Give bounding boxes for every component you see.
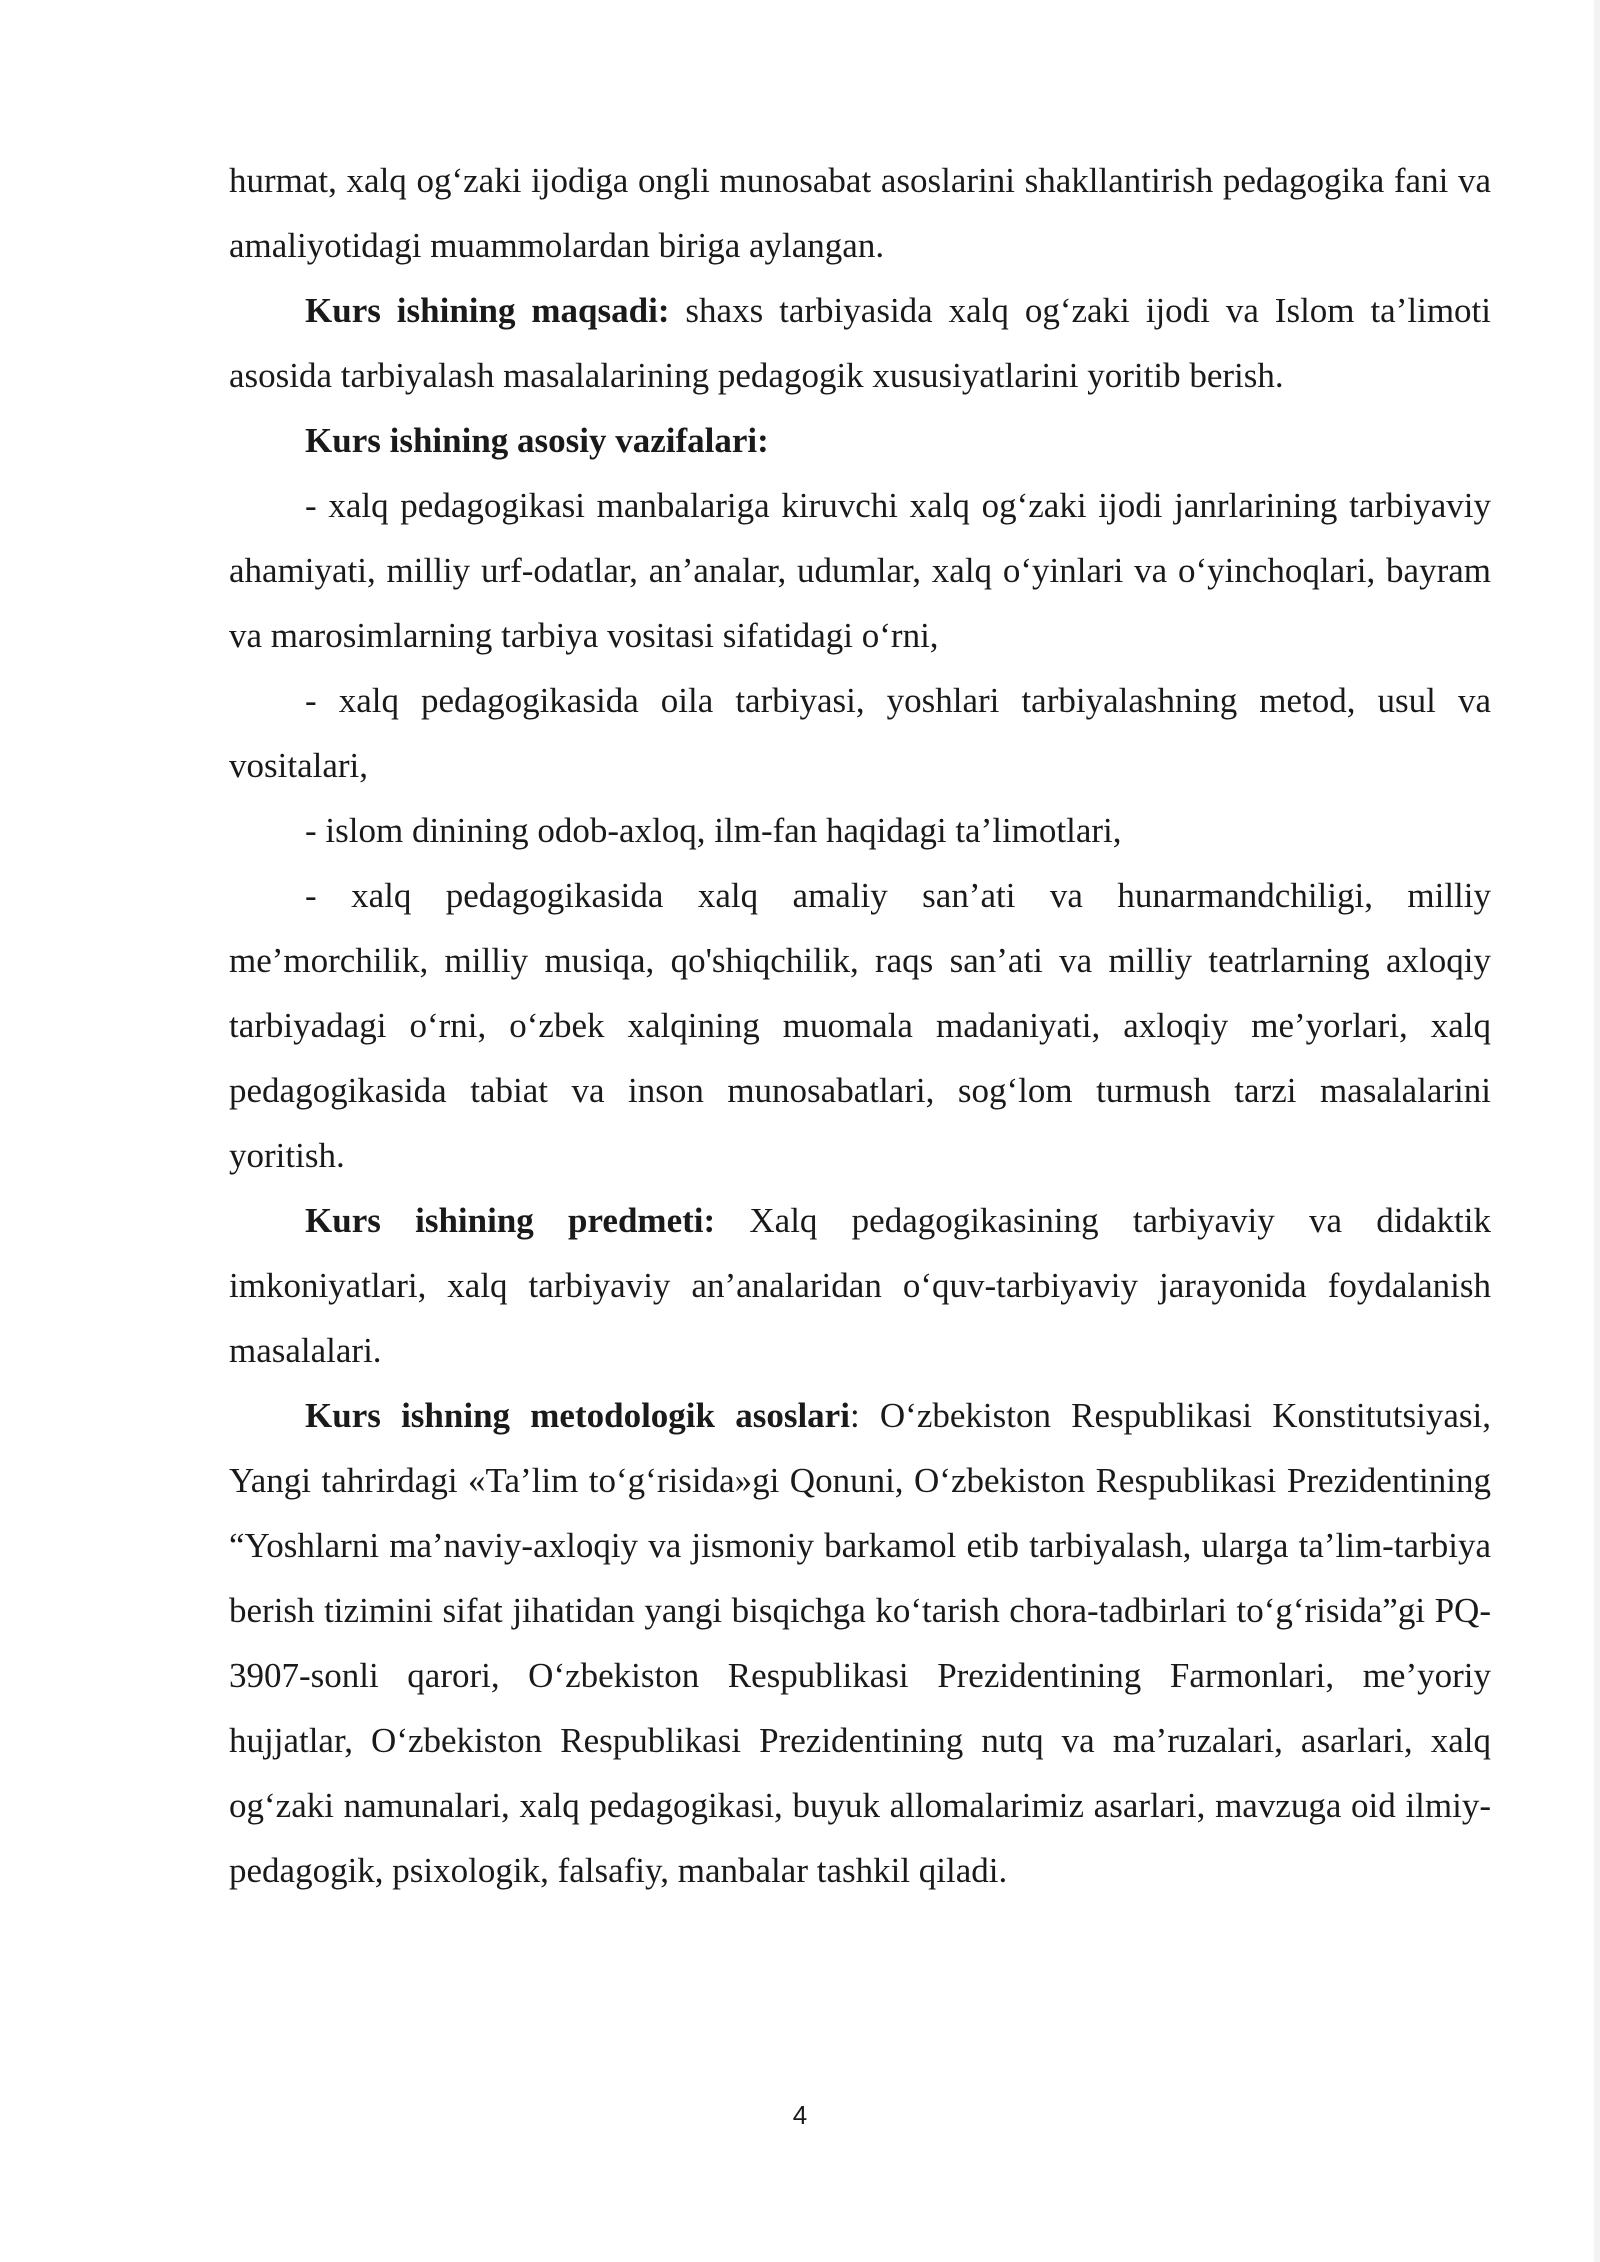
page-number: 4 [792, 2100, 808, 2130]
paragraph-goal [229, 278, 1491, 408]
tasks-heading: Kurs ishining asosiy vazifalari: [305, 421, 769, 460]
goal-label: Kurs ishining maqsadi: [305, 291, 670, 330]
task-text: - xalq pedagogikasi manbalariga kiruvchi xalq og‘zaki ijodi janrlarining tarbiyaviy ahamiyati, milliy urf-odatlar, an’analar, udumlar, xalq o‘yinlari va o‘yinchoqlari, bayram va marosimlarning tarbiya vositasi sifatidagi o‘rni, [229, 486, 1491, 655]
paragraph-intro-continuation [229, 148, 1491, 278]
document-body [229, 148, 1491, 1903]
paragraph-text: hurmat, xalq og‘zaki ijodiga ongli munosabat asoslarini shakllantirish pedagogika fani va amaliyotidagi muammolardan biriga aylangan. [229, 161, 1491, 265]
list-item-task-4 [229, 863, 1491, 1188]
subject-text: Xalq pedagogikasining tarbiyaviy va didaktik imkoniyatlari, xalq tarbiyaviy an’analaridan o‘quv-tarbiyaviy jarayonida foydalanish masalalari. [229, 1201, 1491, 1370]
list-item-task-3 [229, 798, 1491, 863]
paragraph-tasks-heading [229, 408, 1491, 473]
page-edge-shadow [1594, 0, 1600, 2262]
methodology-text: : O‘zbekiston Respublikasi Konstitutsiyasi, Yangi tahrirdagi «Ta’lim to‘g‘risida»gi Qonuni, O‘zbekiston Respublikasi Prezidentining “Yoshlarni ma’naviy-axloqiy va jismoniy barkamol etib tarbiyalash, ularga ta’lim-tarbiya berish tizimini sifat jihatidan yangi bisqichga ko‘tarish chora-tadbirlari to‘g‘risida”gi PQ-3907-sonli qarori, O‘zbekiston Respublikasi Prezidentining Farmonlari, me’yoriy hujjatlar, O‘zbekiston Respublikasi Prezidentining nutq va ma’ruzalari, asarlari, xalq og‘zaki namunalari, xalq pedagogikasi, buyuk allomalarimiz asarlari, mavzuga oid ilmiy-pedagogik, psixologik, falsafiy, manbalar tashkil qiladi. [229, 1396, 1491, 1890]
goal-text: shaxs tarbiyasida xalq og‘zaki ijodi va Islom ta’limoti asosida tarbiyalash masalalarining pedagogik xususiyatlarini yoritib berish. [229, 291, 1491, 395]
task-text: - islom dinining odob-axloq, ilm-fan haqidagi ta’limotlari, [305, 811, 1122, 850]
task-text: - xalq pedagogikasida xalq amaliy san’ati va hunarmandchiligi, milliy me’morchilik, milliy musiqa, qo'shiqchilik, raqs san’ati va milliy teatrlarning axloqiy tarbiyadagi o‘rni, o‘zbek xalqining muomala madaniyati, axloqiy me’yorlari, xalq pedagogikasida tabiat va inson munosabatlari, sog‘lom turmush tarzi masalalarini yoritish. [229, 876, 1491, 1175]
paragraph-methodology [229, 1383, 1491, 1903]
list-item-task-2 [229, 668, 1491, 798]
list-item-task-1 [229, 473, 1491, 668]
paragraph-subject [229, 1188, 1491, 1383]
methodology-label: Kurs ishning metodologik asoslari [305, 1396, 850, 1435]
subject-label: Kurs ishining predmeti: [305, 1201, 716, 1240]
task-text: - xalq pedagogikasida oila tarbiyasi, yoshlari tarbiyalashning metod, usul va vositalari, [229, 681, 1491, 785]
